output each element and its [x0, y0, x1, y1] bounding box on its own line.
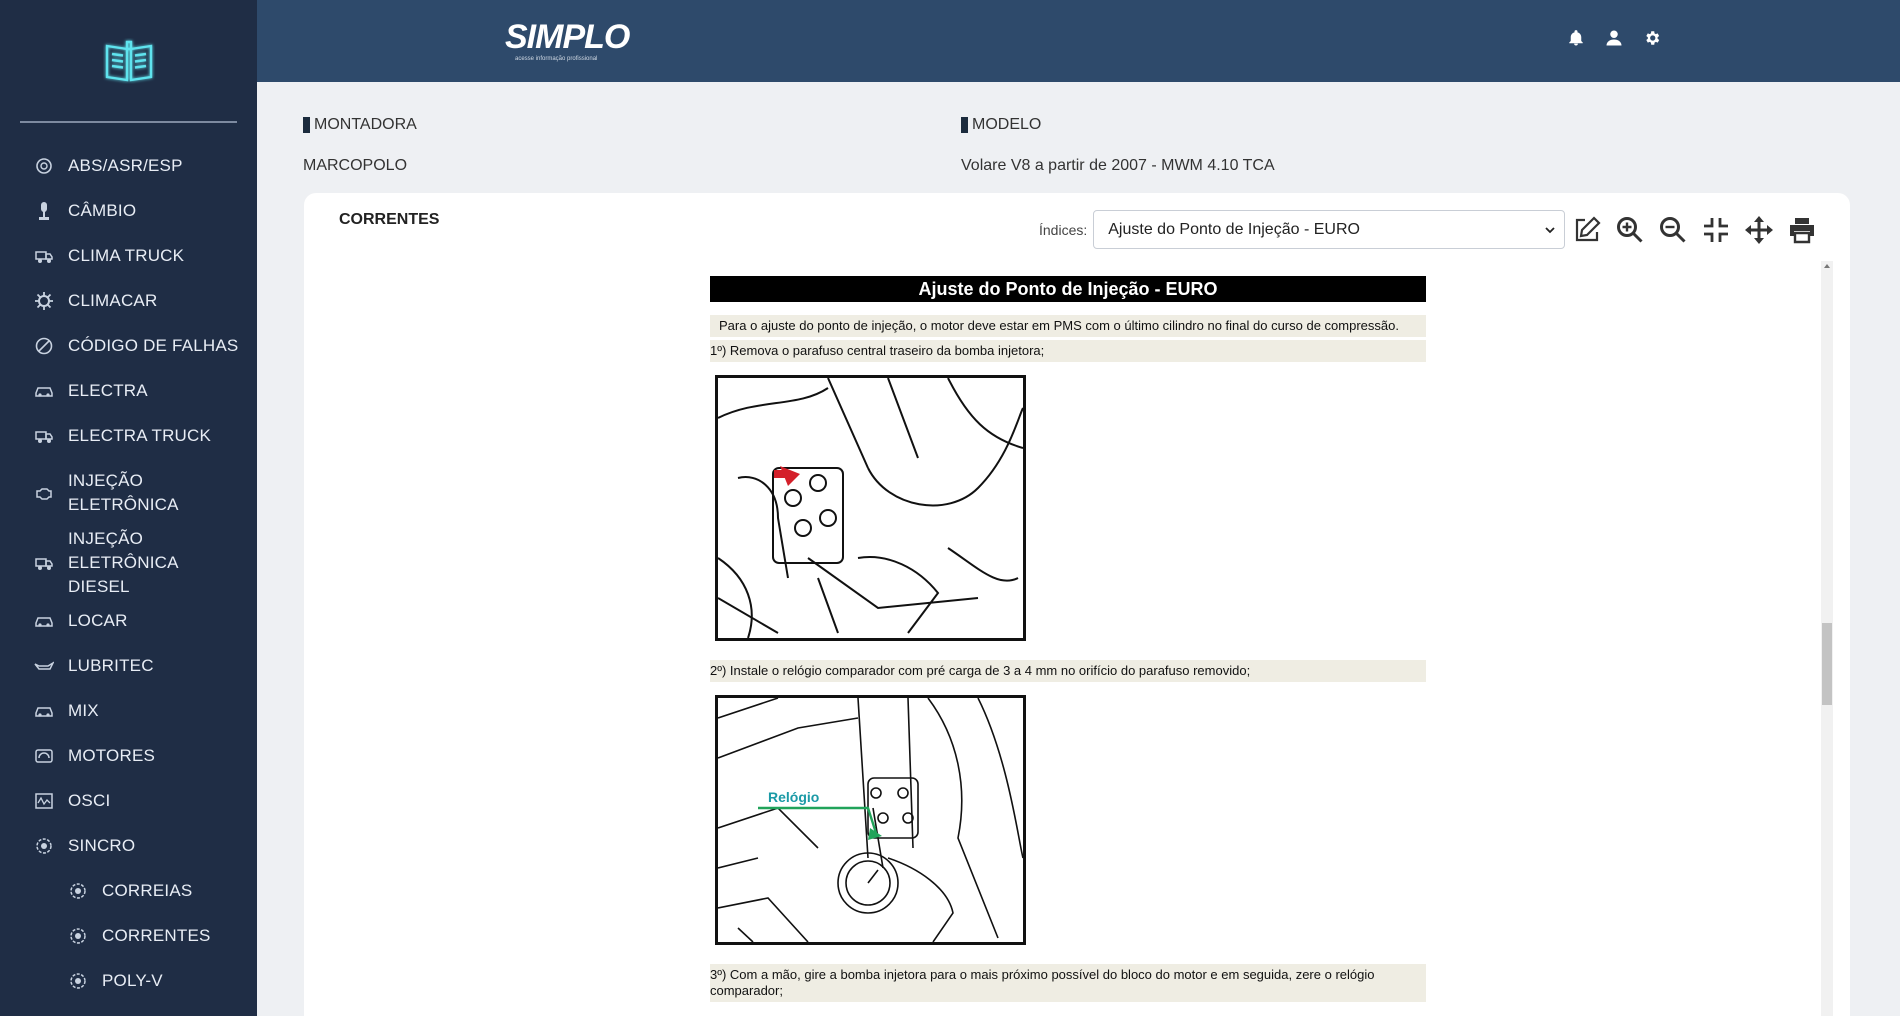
sidebar-item-label: INJEÇÃO ELETRÔNICA DIESEL	[68, 529, 178, 596]
sidebar-item-label: CLIMACAR	[68, 290, 158, 310]
sidebar-item-correntes[interactable]	[0, 913, 257, 958]
oscilloscope-icon	[34, 791, 54, 811]
montadora-label: MONTADORA	[303, 116, 417, 134]
sidebar-item-label: LUBRITEC	[68, 655, 154, 675]
truck-icon	[34, 246, 54, 266]
sidebar-item-label: POLY-V	[102, 970, 163, 990]
sidebar-item-cambio[interactable]	[0, 188, 257, 233]
document-content	[710, 276, 1426, 1002]
oil-can-icon	[34, 656, 54, 676]
sidebar-item-label: CORRENTES	[102, 925, 211, 945]
sidebar-item-label: CLIMA TRUCK	[68, 245, 185, 265]
motor-icon	[34, 746, 54, 766]
sidebar-item-electra-truck[interactable]	[0, 413, 257, 458]
top-bar	[257, 0, 1900, 82]
sidebar-item-sincro[interactable]	[0, 823, 257, 868]
sidebar-item-label: MIX	[68, 700, 99, 720]
sidebar-item-label: MOTORES	[68, 745, 156, 765]
belt-gear-icon	[68, 926, 88, 946]
car-icon	[34, 611, 54, 631]
indices-control	[1039, 210, 1565, 249]
document-step-1: 1º) Remova o parafuso central traseiro da bomba injetora;	[710, 340, 1426, 362]
brand-logo[interactable]: SIMPLO acesse informação profissional	[505, 18, 630, 62]
sidebar-item-label: SINCRO	[68, 835, 136, 855]
sidebar-item-motores[interactable]	[0, 733, 257, 778]
compress-icon[interactable]	[1701, 215, 1731, 245]
snowflake-gear-icon	[34, 291, 54, 311]
sidebar-item-label: ELECTRA	[68, 380, 148, 400]
chevron-down-icon	[1544, 224, 1556, 236]
zoom-out-icon[interactable]	[1658, 215, 1688, 245]
zoom-in-icon[interactable]	[1615, 215, 1645, 245]
abs-icon	[34, 156, 54, 176]
sidebar-item-mix[interactable]	[0, 688, 257, 733]
belt-gear-icon	[34, 836, 54, 856]
sidebar-item-locar[interactable]	[0, 598, 257, 643]
move-icon[interactable]	[1744, 215, 1774, 245]
engine-icon	[34, 483, 54, 503]
sidebar-item-label: ELECTRA TRUCK	[68, 425, 212, 445]
sidebar-item-osci[interactable]	[0, 778, 257, 823]
car-icon	[34, 381, 54, 401]
scroll-up-arrow-icon[interactable]	[1824, 264, 1830, 268]
car-icon	[34, 701, 54, 721]
sidebar-item-lubritec[interactable]	[0, 643, 257, 688]
gear-icon[interactable]	[1643, 29, 1661, 47]
edit-icon[interactable]	[1572, 215, 1602, 245]
modelo-value: Volare V8 a partir de 2007 - MWM 4.10 TCA	[961, 157, 1275, 174]
bell-icon[interactable]	[1567, 29, 1585, 47]
sidebar-item-clima-truck[interactable]	[0, 233, 257, 278]
figure-remove-bolt	[715, 375, 1026, 641]
document-scrollbar[interactable]	[1821, 261, 1833, 1016]
document-step-2: 2º) Instale o relógio comparador com pré carga de 3 a 4 mm no orifício do parafuso removido;	[710, 660, 1426, 682]
document-intro: Para o ajuste do ponto de injeção, o motor deve estar em PMS com o último cilindro no final do curso de compressão.	[710, 315, 1426, 337]
scrollbar-thumb[interactable]	[1822, 623, 1832, 705]
indices-selected-value: Ajuste do Ponto de Injeção - EURO	[1108, 220, 1360, 238]
sidebar-item-electra[interactable]	[0, 368, 257, 413]
sidebar-item-label: OSCI	[68, 790, 111, 810]
sidebar-item-poly-v[interactable]	[0, 958, 257, 1003]
user-icon[interactable]	[1605, 29, 1623, 47]
sidebar-item-label: INJEÇÃO ELETRÔNICA	[68, 471, 179, 514]
belt-gear-icon	[68, 971, 88, 991]
prohibited-icon	[34, 336, 54, 356]
truck-icon	[34, 553, 54, 573]
document-step-3: 3º) Com a mão, gire a bomba injetora para o mais próximo possível do bloco do motor e em seguida, zere o relógio comparador;	[710, 964, 1426, 1002]
sidebar-item-codigo-de-falhas[interactable]	[0, 323, 257, 368]
open-book-icon	[103, 36, 155, 86]
montadora-value: MARCOPOLO	[303, 157, 408, 174]
sidebar-logo[interactable]	[20, 0, 237, 123]
modelo-label: MODELO	[961, 116, 1275, 134]
brand-tagline: acesse informação profissional	[515, 56, 598, 62]
content-panel	[304, 193, 1850, 1016]
sidebar-item-injecao-eletronica-diesel[interactable]	[0, 528, 257, 598]
sidebar-item-label: ABS/ASR/ESP	[68, 155, 183, 175]
indices-label: Índices:	[1039, 221, 1088, 238]
sidebar-item-label: LOCAR	[68, 610, 128, 630]
figure-dial-indicator	[715, 695, 1026, 945]
print-icon[interactable]	[1787, 215, 1817, 245]
document-title: Ajuste do Ponto de Injeção - EURO	[710, 276, 1426, 302]
sidebar-item-abs-asr-esp[interactable]	[0, 143, 257, 188]
sidebar-item-label: CORREIAS	[102, 880, 193, 900]
belt-gear-icon	[68, 881, 88, 901]
modelo-section	[961, 116, 1275, 175]
sidebar-nav	[0, 123, 257, 1003]
sidebar-item-label: CÓDIGO DE FALHAS	[68, 335, 239, 355]
sidebar-item-climacar[interactable]	[0, 278, 257, 323]
relogio-label: Relógio	[768, 789, 820, 805]
sidebar-item-label: CÂMBIO	[68, 200, 137, 220]
sidebar-item-correias[interactable]	[0, 868, 257, 913]
panel-title: CORRENTES	[339, 211, 440, 228]
montadora-section	[303, 116, 417, 175]
sidebar-item-injecao-eletronica[interactable]	[0, 458, 257, 528]
truck-icon	[34, 426, 54, 446]
document-toolbar	[1572, 215, 1817, 245]
gearshift-icon	[34, 201, 54, 221]
sidebar	[0, 0, 257, 1016]
indices-select[interactable]	[1093, 210, 1565, 249]
